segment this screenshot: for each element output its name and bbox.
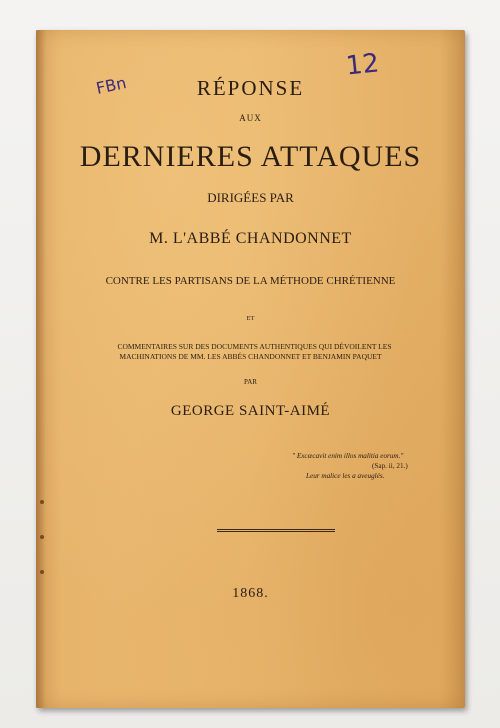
title-et: ET [246,315,255,322]
binding-edge [36,30,46,708]
divider-rule [217,529,335,532]
title-par: PAR [244,378,257,386]
title-dirigees: DIRIGÉES PAR [207,190,294,205]
epigraph-reference: (Sap. ii, 21.) [372,462,408,470]
author-name: GEORGE SAINT-AIMÉ [170,403,331,419]
title-chandonnet: M. L'ABBÉ CHANDONNET [149,230,352,247]
title-main: DERNIERES ATTAQUES [79,140,422,173]
binding-hole [40,500,44,504]
handwritten-number: 12 [344,48,381,82]
handwritten-note: FBn [94,73,128,98]
publication-year: 1868. [232,586,269,601]
title-contre: CONTRE LES PARTISANS DE LA MÉTHODE CHRÉTIENNE [105,275,396,287]
binding-hole [40,535,44,539]
binding-hole [40,570,44,574]
epigraph-quote: " Excæcavit enim illos malitia eorum." [292,452,404,460]
title-aux: AUX [239,113,262,123]
epigraph-translation: Leur malice les a aveuglés. [306,472,385,480]
document-cover [36,30,465,708]
title-reponse: RÉPONSE [196,76,305,100]
title-commentaires: COMMENTAIRES SUR DES DOCUMENTS AUTHENTIQUES QUI DÉVOILENT LES [117,342,392,351]
title-machinations: MACHINATIONS DE MM. LES ABBÉS CHANDONNET ET BENJAMIN PAQUET [119,352,382,361]
